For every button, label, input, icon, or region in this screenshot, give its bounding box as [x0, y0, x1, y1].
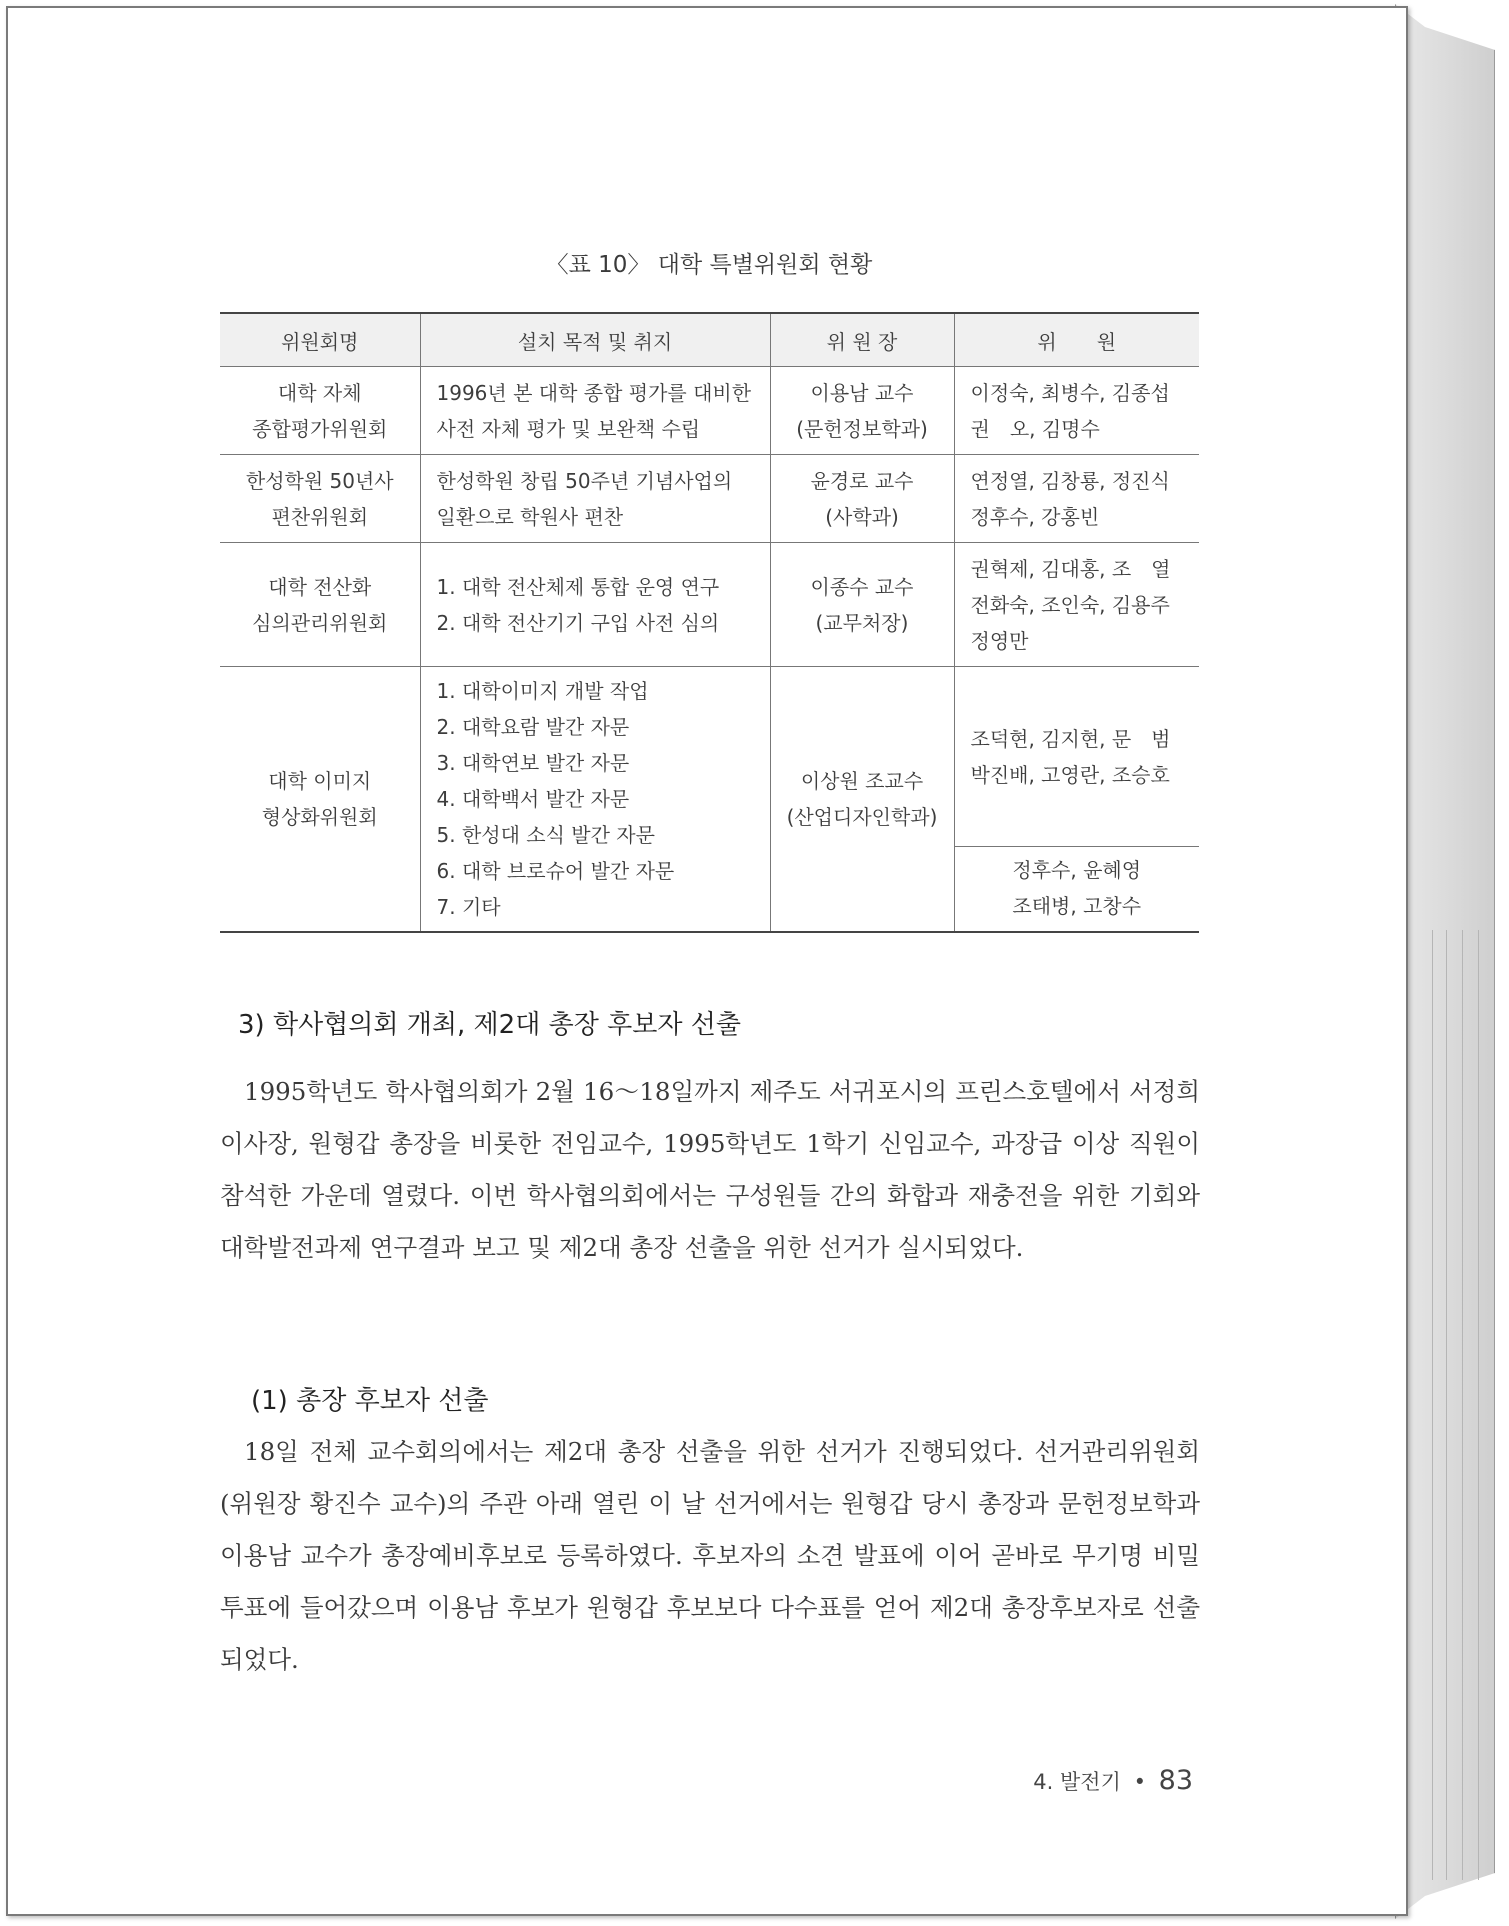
purpose-cell: 한성학원 창립 50주년 기념사업의 일환으로 학원사 편찬: [420, 455, 770, 543]
header-purpose: 설치 목적 및 취지: [420, 313, 770, 367]
book-edge: [1395, 4, 1495, 1919]
table-row: [220, 543, 1199, 667]
members-group-a: 조덕현, 김지현, 문 범 박진배, 고영란, 조승호: [955, 667, 1200, 847]
committee-name-cell: 대학 자체 종합평가위원회: [220, 367, 420, 455]
chapter-label: 4. 발전기: [1033, 1770, 1121, 1794]
subsection-paragraph: 18일 전체 교수회의에서는 제2대 총장 선출을 위한 선거가 진행되었다. 선거관리위원회(위원장 황진수 교수)의 주관 아래 열린 이 날 선거에서는 원형갑 당시 총장과 문헌정보학과 이용남 교수가 총장예비후보로 등록하였다. 후보자의 소견 발표에 이어 곧바로 무기명 비밀투표에 들어갔으며 이용남 후보가 원형갑 후보보다 다수표를 얻어 제2대 총장후보자로 선출되었다.: [220, 1437, 1200, 1674]
table-row: [220, 667, 1199, 933]
table-header-row: [220, 313, 1199, 367]
members-cell: 권혁제, 김대홍, 조 열 전화숙, 조인숙, 김용주 정영만: [954, 543, 1199, 667]
page-edge-line: [1462, 930, 1463, 1880]
header-chair: 위 원 장: [770, 313, 954, 367]
page-edge-line: [1446, 930, 1447, 1880]
purpose-cell: 1. 대학이미지 개발 작업 2. 대학요람 발간 자문 3. 대학연보 발간 자문 4. 대학백서 발간 자문 5. 한성대 소식 발간 자문 6. 대학 브로슈어 발간 자문 7. 기타: [420, 667, 770, 933]
chair-cell: 이종수 교수 (교무처장): [770, 543, 954, 667]
committee-name-cell: 대학 전산화 심의관리위원회: [220, 543, 420, 667]
committee-name-cell: 한성학원 50년사 편찬위원회: [220, 455, 420, 543]
subsection-heading: (1) 총장 후보자 선출: [251, 1386, 489, 1416]
page-number: 83: [1158, 1765, 1193, 1796]
members-split: [955, 667, 1200, 931]
members-group-b: 정후수, 윤혜영 조태병, 고창수: [1012, 858, 1142, 918]
header-committee-name: 위원회명: [220, 313, 420, 367]
chair-cell: 윤경로 교수 (사학과): [770, 455, 954, 543]
table-row: [220, 455, 1199, 543]
table-row: [220, 367, 1199, 455]
footer-bullet: •: [1133, 1770, 1146, 1794]
table-caption: 〈표 10〉 대학 특별위원회 현황: [545, 252, 873, 278]
book-page: [6, 6, 1408, 1916]
purpose-cell: 1. 대학 전산체제 통합 운영 연구 2. 대학 전산기기 구입 사전 심의: [420, 543, 770, 667]
chair-cell: 이용남 교수 (문헌정보학과): [770, 367, 954, 455]
committee-table: [220, 312, 1199, 933]
members-cell: 연정열, 김창룡, 정진식 정후수, 강홍빈: [954, 455, 1199, 543]
members-cell: 이정숙, 최병수, 김종섭 권 오, 김명수: [954, 367, 1199, 455]
section-heading: 3) 학사협의회 개최, 제2대 총장 후보자 선출: [238, 1010, 741, 1040]
section-paragraph: 1995학년도 학사협의회가 2월 16～18일까지 제주도 서귀포시의 프린스호텔에서 서정희 이사장, 원형갑 총장을 비롯한 전임교수, 1995학년도 1학기 신임교수, 과장급 이상 직원이 참석한 가운데 열렸다. 이번 학사협의회에서는 구성원들 간의 화합과 재충전을 위한 기회와 대학발전과제 연구결과 보고 및 제2대 총장 선출을 위한 선거가 실시되었다.: [220, 1077, 1200, 1262]
page-footer: [1033, 1765, 1193, 1796]
page-edge-line: [1478, 930, 1479, 1880]
header-members: 위 원: [954, 313, 1199, 367]
page-edge-line: [1432, 930, 1433, 1880]
members-cell: [954, 667, 1199, 933]
committee-name-cell: 대학 이미지 형상화위원회: [220, 667, 420, 933]
chair-cell: 이상원 조교수 (산업디자인학과): [770, 667, 954, 933]
purpose-cell: 1996년 본 대학 종합 평가를 대비한 사전 자체 평가 및 보완책 수립: [420, 367, 770, 455]
